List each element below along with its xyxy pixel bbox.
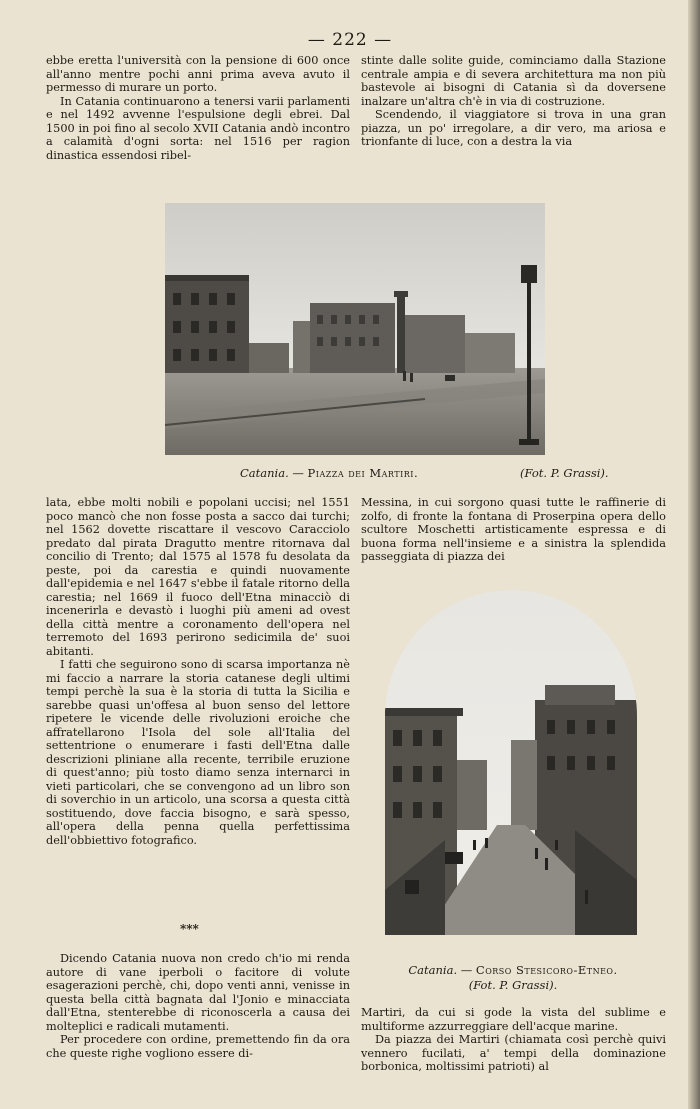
caption-city: Catania. — xyxy=(408,963,473,977)
column-2-bottom xyxy=(361,496,666,564)
paragraph: Martiri, da cui si gode la vista del sublime e multiforme azzurreggiare dell'acque marine. xyxy=(361,1006,666,1033)
photo1-caption xyxy=(240,466,418,480)
paragraph: Da piazza dei Martiri (chiamata così perchè quivi vennero fucilati, a' tempi della dominazione borbonica, moltissimi patrioti) al xyxy=(361,1033,666,1073)
page-number: — 222 — xyxy=(307,30,393,50)
paragraph: Dicendo Catania nuova non credo ch'io mi renda autore di vane iperboli o facitore di volute esagerazioni perchè, chi, dopo venti anni, venisse in questa bella città bagnata dal l'Jonio e minacciata dall'Etna, stenterebbe di riconoscerla a causa dei molteplici e radicali mutamenti. xyxy=(46,952,350,1033)
photo-corso-illustration xyxy=(385,590,637,935)
photo-piazza-illustration xyxy=(165,203,545,455)
page-edge-shadow xyxy=(688,0,700,1109)
paragraph: I fatti che seguirono sono di scarsa importanza nè mi faccio a narrare la storia catanese degli ultimi tempi perchè la sua è la storia di tutta la Sicilia e sarebbe quasi un'offesa al buon senso del lettore ripetere le vicende delle rivoluzioni eroiche che affratellarono l'Isola del sole all'Italia del settentrione o enumerare i fasti dell'Etna dalle descrizioni pliniane alla recente, terribile eruzione di quest'anno; più tosto diamo senza internarci in vieti particolari, che se convengono ad un libro son di soverchio in un articolo, una scorsa a questa città sostituendo, dove faccia bisogno, e sarà spesso, all'opera della penna quella perfettissima dell'obbiettivo fotografico. xyxy=(46,658,350,847)
caption-credit: (Fot. P. Grassi). xyxy=(468,978,558,992)
column-1-top xyxy=(46,54,350,162)
paragraph: stinte dalle solite guide, cominciamo dalla Stazione centrale ampia e di severa architettura ma non più bastevole ai bisogni di Catania sì da doversene inalzare un'altra ch'è in via di costruzione. xyxy=(361,54,666,108)
paragraph: ebbe eretta l'università con la pensione di 600 once all'anno mentre pochi anni prima aveva avuto il permesso di murare un porto. xyxy=(46,54,350,94)
column-1-end xyxy=(46,952,350,1060)
column-1-bottom xyxy=(46,496,350,847)
photo2-caption xyxy=(388,963,638,993)
paragraph: lata, ebbe molti nobili e popolani uccisi; nel 1551 poco mancò che non fosse posta a sacco dai turchi; nel 1562 dovette riscattare il vescovo Caracciolo predato dal pirata Dragutto mentre ritornava dal concilio di Trento; dal 1575 al 1578 fu desolata da peste, poi da carestia e quindi nuovamente dall'epidemia e nel 1647 s'ebbe il fatale ritorno della carestia; nel 1669 il fuoco dell'Etna minacciò di incenerirla e devastò i luoghi più ameni ad ovest della città mentre a coronamento dell'opera nel terremoto del 1693 perirono sedicimila de' suoi abitanti. xyxy=(46,496,350,658)
photo1-credit: (Fot. P. Grassi). xyxy=(520,466,609,480)
paragraph: In Catania continuarono a tenersi varii parlamenti e nel 1492 avvenne l'espulsione degli ebrei. Dal 1500 in poi fino al secolo XVII Catania andò incontro a calamità d'ogni sorta: nel 1516 per ragion dinastica essendosi ribel- xyxy=(46,94,350,162)
caption-city: Catania. — xyxy=(240,466,304,480)
photo-piazza-dei-martiri xyxy=(165,203,545,455)
column-2-top xyxy=(361,54,666,149)
section-separator: *** xyxy=(180,922,199,936)
paragraph: Messina, in cui sorgono quasi tutte le raffinerie di zolfo, di fronte la fontana di Proserpina opera dello scultore Moschetti artisticamente espressa e di buona forma nell'insieme e a sinistra la splendida passeggiata di piazza dei xyxy=(361,496,666,563)
column-2-end xyxy=(361,1006,666,1074)
caption-place: Corso Stesicoro-Etneo. xyxy=(475,963,618,977)
caption-place: Piazza dei Martiri. xyxy=(307,466,419,480)
paragraph: Scendendo, il viaggiatore si trova in una gran piazza, un po' irregolare, a dir vero, ma ariosa e trionfante di luce, con a destra la via xyxy=(361,108,666,148)
paragraph: Per procedere con ordine, premettendo fin da ora che queste righe vogliono essere di- xyxy=(46,1033,350,1060)
photo-corso-stesicoro-etneo xyxy=(385,590,637,935)
